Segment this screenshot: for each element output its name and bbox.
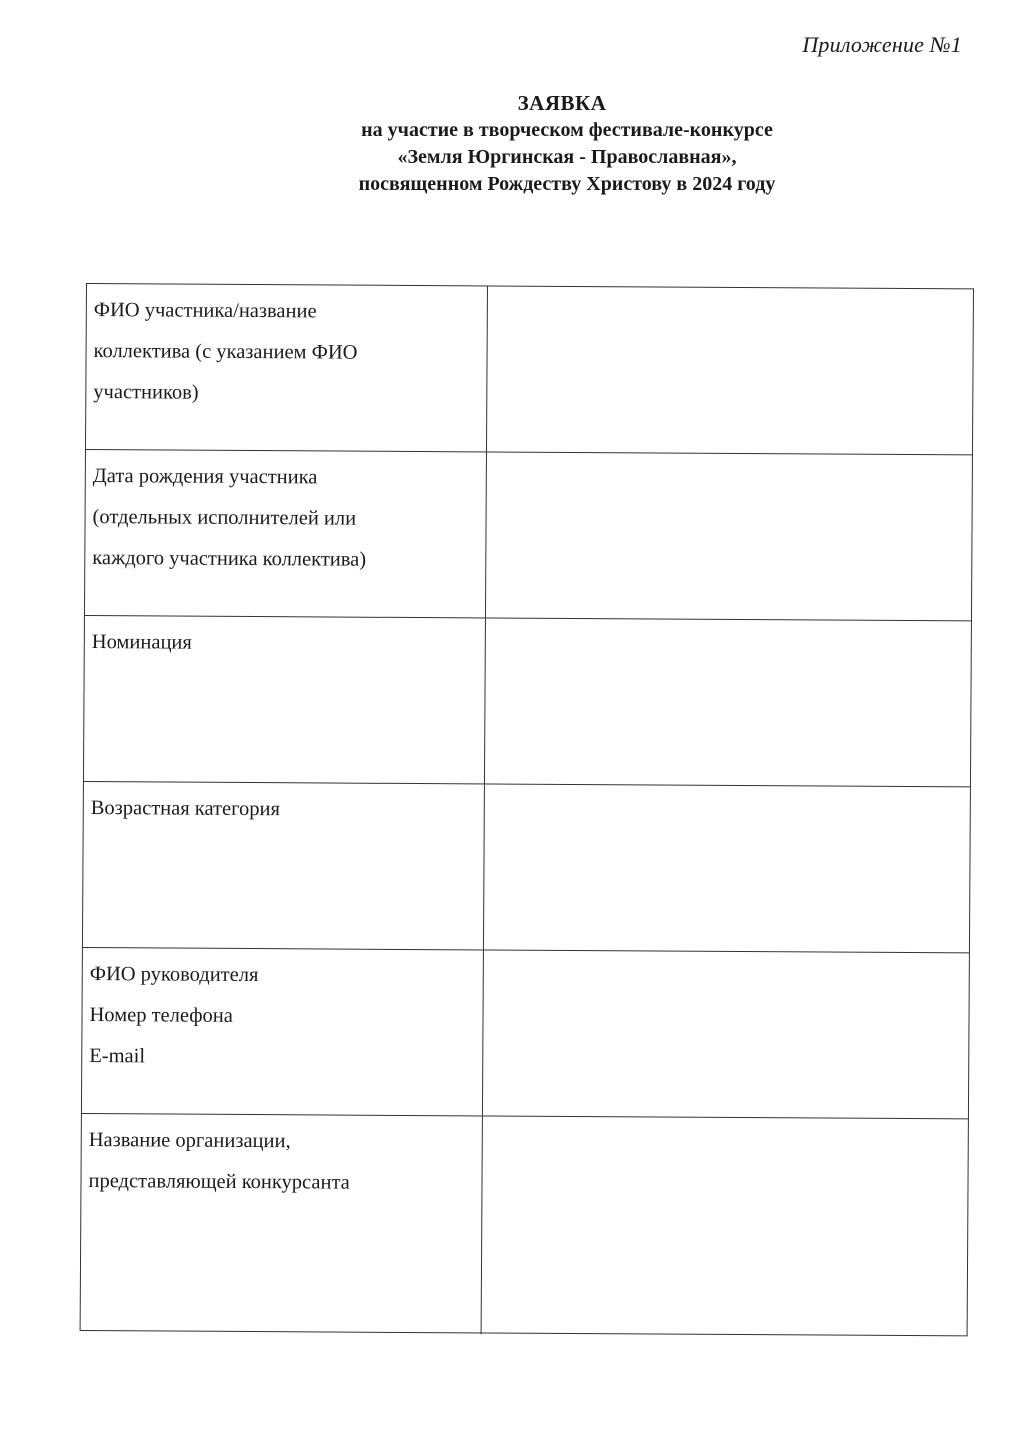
label-line: ФИО руководителя [89, 963, 259, 987]
title-line-1: на участие в творческом фестивале-конкурсе [361, 119, 773, 141]
value-cell-nomination[interactable] [485, 618, 971, 786]
title-block [0, 90, 1024, 198]
table-row-age-category [83, 782, 970, 953]
table-row-nomination [84, 616, 971, 787]
appendix-label: Приложение №1 [802, 32, 962, 57]
label-line: коллектива (с указанием ФИО [93, 340, 358, 364]
row-label-participant-name [86, 284, 488, 451]
document-heading: ЗАЯВКА [517, 91, 607, 115]
label-line: Возрастная категория [90, 797, 280, 821]
value-cell-organization[interactable] [482, 1116, 968, 1337]
label-line: ФИО участника/название [93, 299, 317, 323]
title-line-3: посвященном Рождеству Христову в 2024 году [358, 173, 776, 195]
label-line: Номинация [91, 631, 192, 654]
table-row-supervisor-contacts [82, 948, 969, 1119]
row-label-organization [81, 1114, 483, 1334]
row-label-supervisor-contacts [82, 948, 484, 1115]
row-label-birth-date [85, 450, 487, 617]
table-row-birth-date [85, 450, 972, 621]
table-row-organization [81, 1114, 968, 1337]
row-label-age-category [83, 782, 485, 949]
label-line: участников) [93, 381, 199, 404]
row-label-nomination [84, 616, 486, 783]
label-line: Название организации, [88, 1129, 291, 1153]
label-line: представляющей конкурсанта [88, 1170, 350, 1194]
value-cell-age-category[interactable] [484, 784, 970, 952]
title-line-2: «Земля Юргинская - Православная», [397, 146, 737, 168]
value-cell-participant-name[interactable] [487, 286, 973, 454]
label-line: (отдельных исполнителей или [92, 506, 357, 530]
value-cell-birth-date[interactable] [486, 452, 972, 620]
value-cell-supervisor-contacts[interactable] [483, 950, 969, 1118]
label-line: E-mail [89, 1045, 146, 1068]
label-line: каждого участника коллектива) [92, 547, 367, 571]
table-row-participant-name [86, 284, 973, 455]
application-form-table [80, 283, 974, 1336]
label-line: Номер телефона [89, 1004, 233, 1027]
label-line: Дата рождения участника [92, 465, 318, 489]
